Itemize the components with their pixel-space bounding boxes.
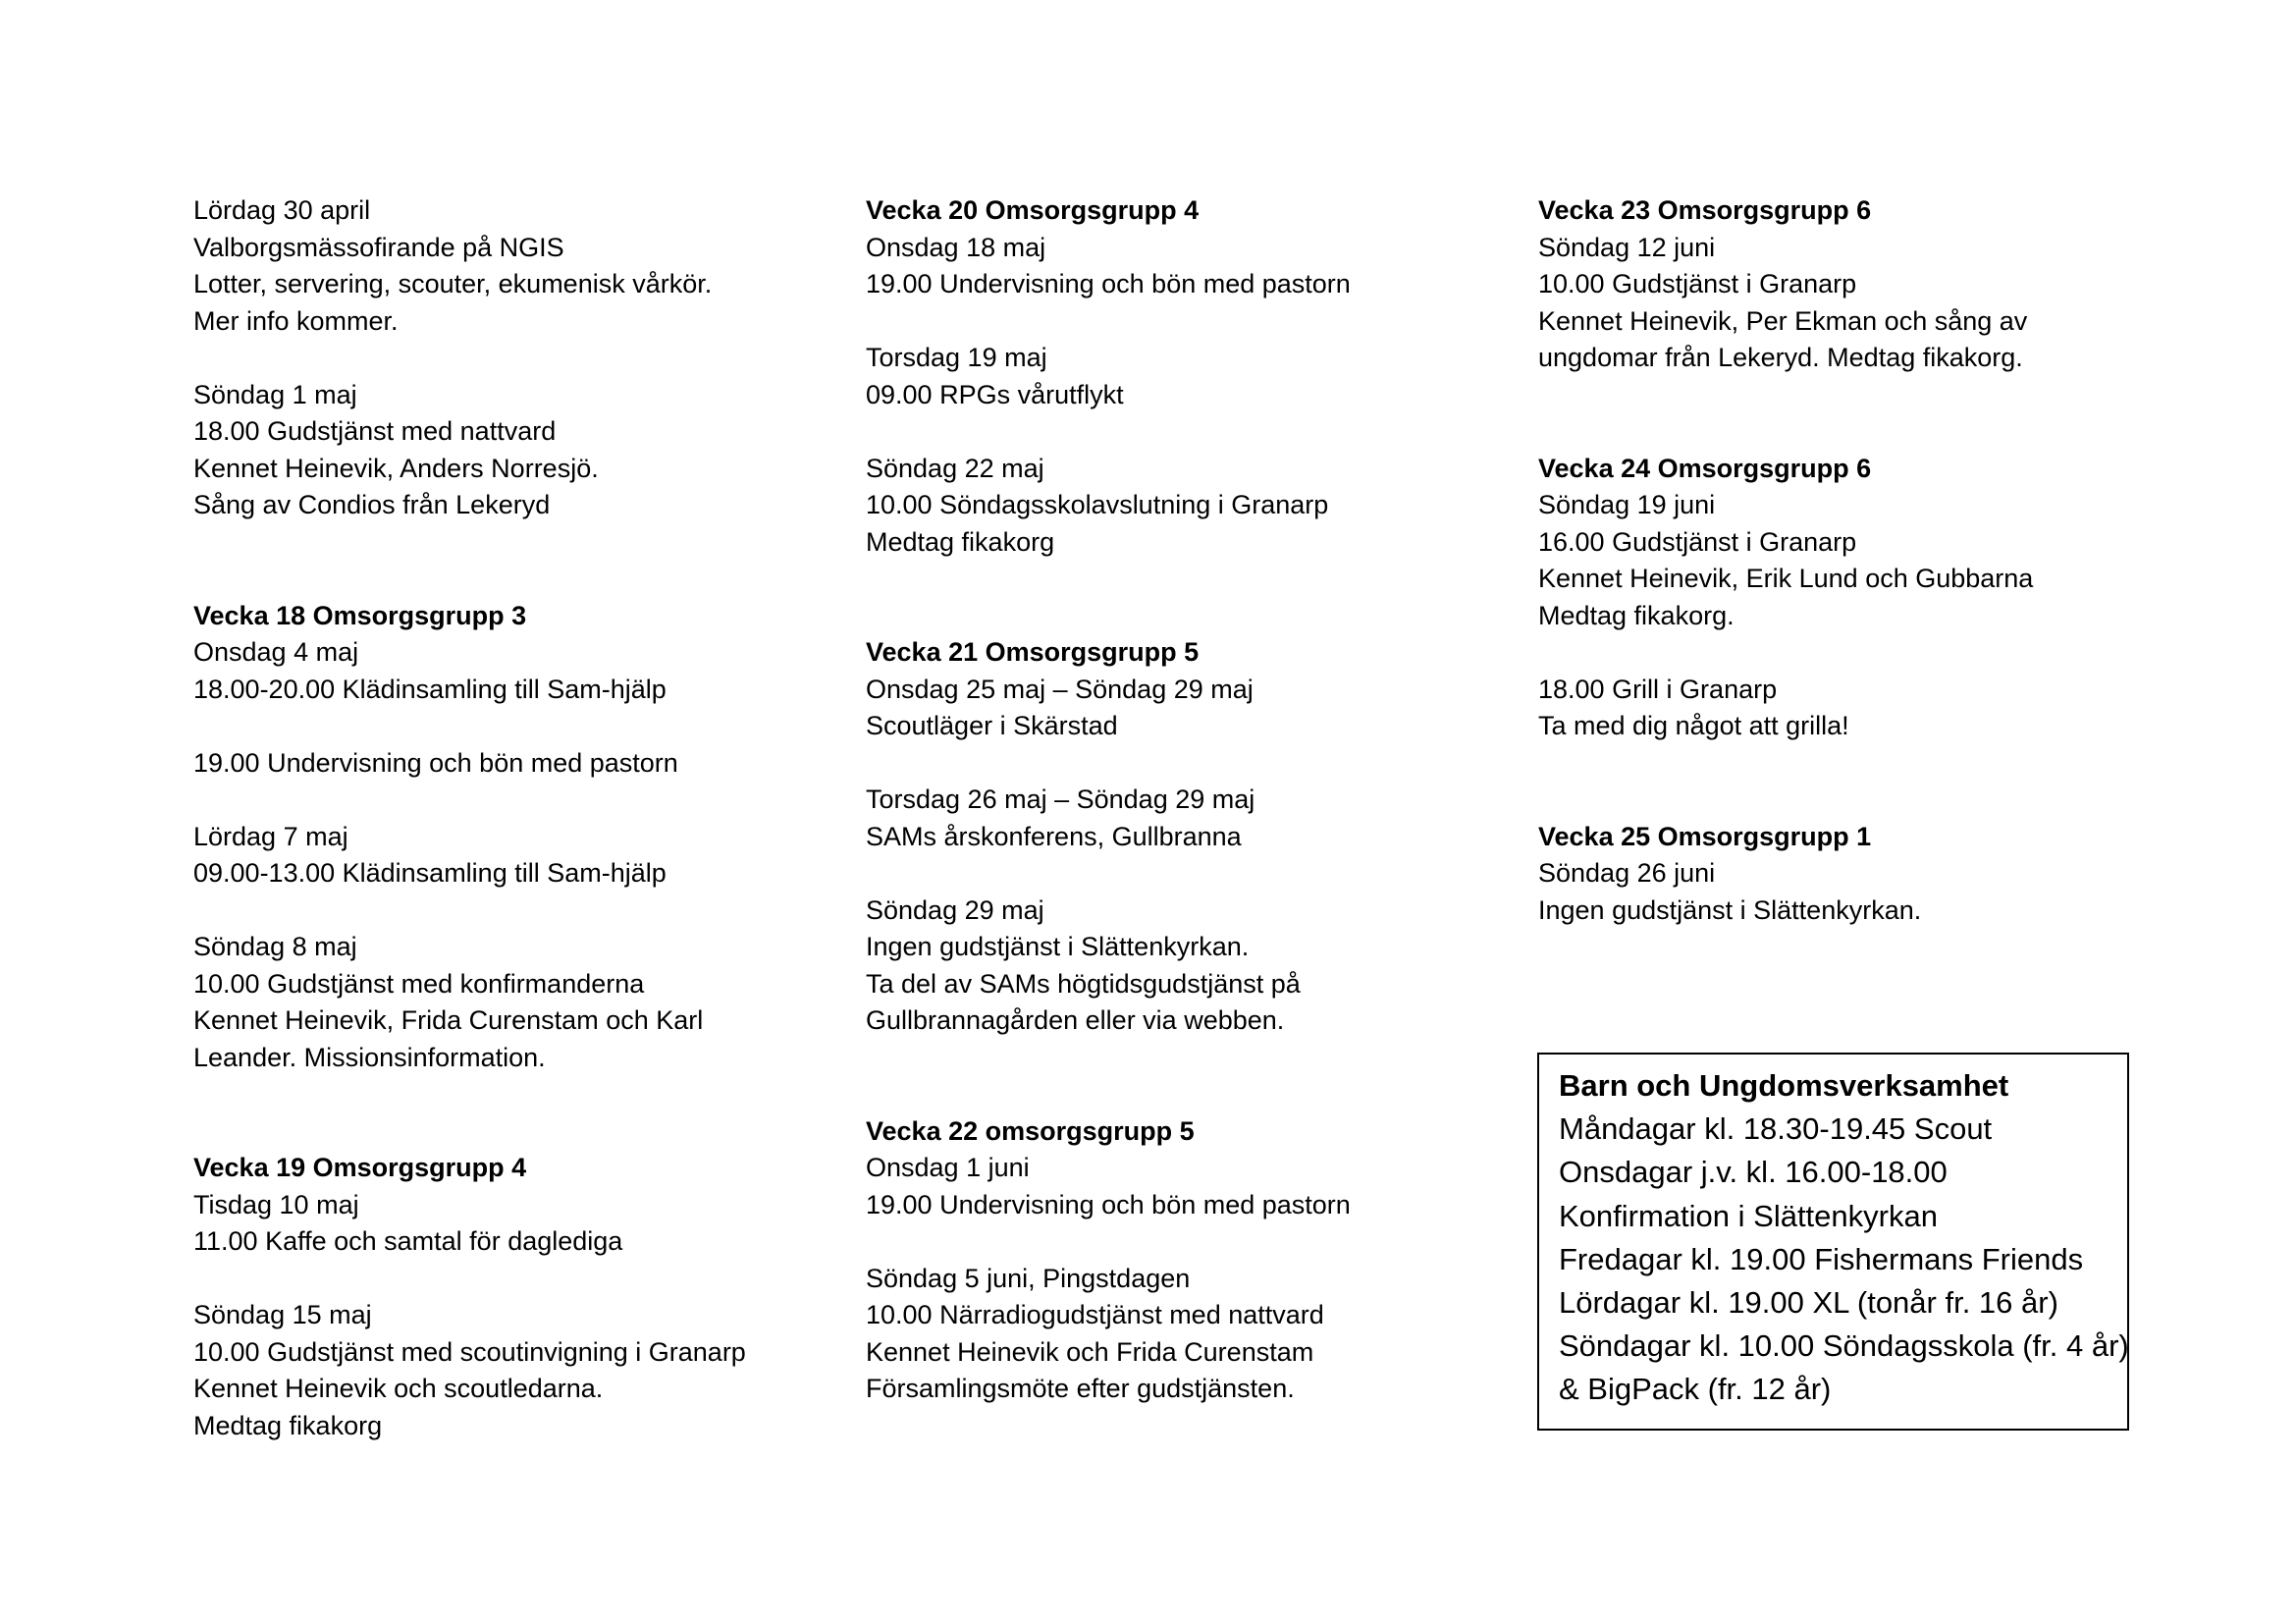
schedule-line: 10.00 Gudstjänst med scoutinvigning i Granarp	[193, 1336, 746, 1367]
week-heading: Vecka 18 Omsorgsgrupp 3	[193, 600, 527, 630]
box-line: Söndagar kl. 10.00 Söndagsskola (fr. 4 år)	[1559, 1328, 2129, 1364]
spacer-line	[193, 561, 822, 598]
week-heading: Vecka 19 Omsorgsgrupp 4	[193, 1153, 527, 1182]
schedule-line: Ingen gudstjänst i Slättenkyrkan.	[866, 932, 1250, 961]
schedule-line: 19.00 Undervisning och bön med pastorn	[866, 1189, 1351, 1219]
schedule-line: Onsdag 25 maj – Söndag 29 maj	[866, 674, 1254, 704]
schedule-line: Torsdag 26 maj – Söndag 29 maj	[866, 785, 1255, 814]
box-lines	[1559, 1108, 2127, 1411]
schedule-line: Medtag fikakorg	[866, 526, 1055, 557]
spacer-line	[193, 708, 822, 745]
box-line: & BigPack (fr. 12 år)	[1559, 1372, 1832, 1407]
box-line: Fredagar kl. 19.00 Fishermans Friends	[1559, 1241, 2084, 1276]
schedule-line: 10.00 Gudstjänst med konfirmanderna	[193, 968, 645, 999]
schedule-line: Söndag 5 juni, Pingstdagen	[866, 1263, 1191, 1293]
schedule-line: 10.00 Söndagsskolavslutning i Granarp	[866, 490, 1329, 519]
spacer-line	[866, 855, 1494, 893]
spacer-line	[193, 524, 822, 562]
spacer-line	[1538, 377, 2166, 414]
spacer-line	[193, 1076, 822, 1113]
schedule-line: Leander. Missionsinformation.	[193, 1042, 546, 1072]
schedule-line: Söndag 15 maj	[193, 1300, 372, 1329]
schedule-line: Lotter, servering, scouter, ekumenisk vårkör.	[193, 269, 713, 298]
schedule-line: Tisdag 10 maj	[193, 1189, 359, 1219]
schedule-line: 09.00 RPGs vårutflykt	[866, 379, 1124, 409]
box-line: Måndagar kl. 18.30-19.45 Scout	[1559, 1111, 1993, 1147]
spacer-line	[866, 1076, 1494, 1113]
spacer-line	[866, 303, 1494, 341]
schedule-line: Söndag 19 juni	[1538, 490, 1716, 519]
schedule-line: Onsdag 1 juni	[866, 1153, 1030, 1182]
schedule-line: 16.00 Gudstjänst i Granarp	[1538, 526, 1857, 557]
schedule-line: Kennet Heinevik, Frida Curenstam och Karl	[193, 1005, 704, 1035]
week-heading: Vecka 24 Omsorgsgrupp 6	[1538, 453, 1872, 483]
box-line: Onsdagar j.v. kl. 16.00-18.00	[1559, 1155, 1948, 1190]
schedule-line: 19.00 Undervisning och bön med pastorn	[193, 747, 678, 778]
schedule-line: 09.00-13.00 Klädinsamling till Sam-hjälp	[193, 858, 667, 888]
schedule-column-3	[1538, 192, 2166, 929]
spacer-line	[866, 745, 1494, 783]
box-title: Barn och Ungdomsverksamhet	[1559, 1068, 2009, 1103]
schedule-line: 11.00 Kaffe och samtal för daglediga	[193, 1226, 623, 1256]
spacer-line	[193, 340, 822, 377]
spacer-line	[866, 598, 1494, 635]
spacer-line	[193, 782, 822, 819]
box-line: Konfirmation i Slättenkyrkan	[1559, 1198, 1938, 1233]
schedule-line: Lördag 7 maj	[193, 821, 348, 851]
spacer-line	[1538, 634, 2166, 672]
schedule-line: Ta med dig något att grilla!	[1538, 711, 1849, 740]
spacer-line	[1538, 745, 2166, 783]
week-heading: Vecka 23 Omsorgsgrupp 6	[1538, 195, 1872, 225]
schedule-line: Onsdag 18 maj	[866, 232, 1046, 262]
week-heading: Vecka 21 Omsorgsgrupp 5	[866, 637, 1200, 667]
schedule-line: Lördag 30 april	[193, 195, 371, 225]
schedule-column-1	[193, 192, 822, 1444]
schedule-line: Söndag 22 maj	[866, 453, 1044, 483]
schedule-line: Sång av Condios från Lekeryd	[193, 490, 551, 519]
schedule-line: Församlingsmöte efter gudstjänsten.	[866, 1374, 1295, 1403]
schedule-line: Kennet Heinevik, Per Ekman och sång av	[1538, 305, 2028, 336]
schedule-line: Valborgsmässofirande på NGIS	[193, 232, 564, 262]
schedule-line: 19.00 Undervisning och bön med pastorn	[866, 269, 1351, 298]
spacer-line	[193, 893, 822, 930]
schedule-line: Scoutläger i Skärstad	[866, 711, 1118, 740]
spacer-line	[1538, 413, 2166, 451]
schedule-line: ungdomar från Lekeryd. Medtag fikakorg.	[1538, 343, 2023, 372]
schedule-line: Söndag 26 juni	[1538, 858, 1716, 888]
spacer-line	[193, 1261, 822, 1298]
schedule-line: Mer info kommer.	[193, 305, 399, 336]
spacer-line	[866, 1223, 1494, 1261]
schedule-line: 18.00 Grill i Granarp	[1538, 674, 1778, 704]
schedule-column-2	[866, 192, 1494, 1408]
schedule-line: Onsdag 4 maj	[193, 637, 359, 667]
youth-activities-box	[1537, 1053, 2129, 1431]
week-heading: Vecka 20 Omsorgsgrupp 4	[866, 195, 1200, 225]
schedule-line: Kennet Heinevik och scoutledarna.	[193, 1374, 604, 1403]
schedule-line: Medtag fikakorg.	[1538, 600, 1735, 630]
schedule-line: Söndag 12 juni	[1538, 232, 1716, 262]
schedule-line: Kennet Heinevik, Erik Lund och Gubbarna	[1538, 564, 2034, 593]
schedule-line: Kennet Heinevik och Frida Curenstam	[866, 1336, 1314, 1367]
spacer-line	[866, 1040, 1494, 1077]
schedule-line: SAMs årskonferens, Gullbranna	[866, 821, 1242, 851]
schedule-line: Söndag 1 maj	[193, 379, 357, 409]
schedule-line: Torsdag 19 maj	[866, 343, 1047, 372]
schedule-line: Ingen gudstjänst i Slättenkyrkan.	[1538, 894, 1922, 925]
spacer-line	[866, 561, 1494, 598]
schedule-line: Söndag 29 maj	[866, 894, 1044, 925]
schedule-line: Söndag 8 maj	[193, 932, 357, 961]
spacer-line	[193, 1113, 822, 1151]
schedule-line: Ta del av SAMs högtidsgudstjänst på	[866, 968, 1301, 999]
schedule-line: 10.00 Gudstjänst i Granarp	[1538, 269, 1857, 298]
schedule-line: Medtag fikakorg	[193, 1410, 383, 1440]
schedule-line: 18.00-20.00 Klädinsamling till Sam-hjälp	[193, 674, 667, 704]
week-heading: Vecka 22 omsorgsgrupp 5	[866, 1115, 1195, 1146]
box-line: Lördagar kl. 19.00 XL (tonår fr. 16 år)	[1559, 1285, 2058, 1321]
spacer-line	[866, 413, 1494, 451]
spacer-line	[1538, 782, 2166, 819]
schedule-line: Kennet Heinevik, Anders Norresjö.	[193, 453, 599, 483]
schedule-line: Gullbrannagården eller via webben.	[866, 1005, 1285, 1035]
week-heading: Vecka 25 Omsorgsgrupp 1	[1538, 821, 1872, 851]
schedule-line: 18.00 Gudstjänst med nattvard	[193, 416, 557, 446]
schedule-line: 10.00 Närradiogudstjänst med nattvard	[866, 1300, 1324, 1329]
